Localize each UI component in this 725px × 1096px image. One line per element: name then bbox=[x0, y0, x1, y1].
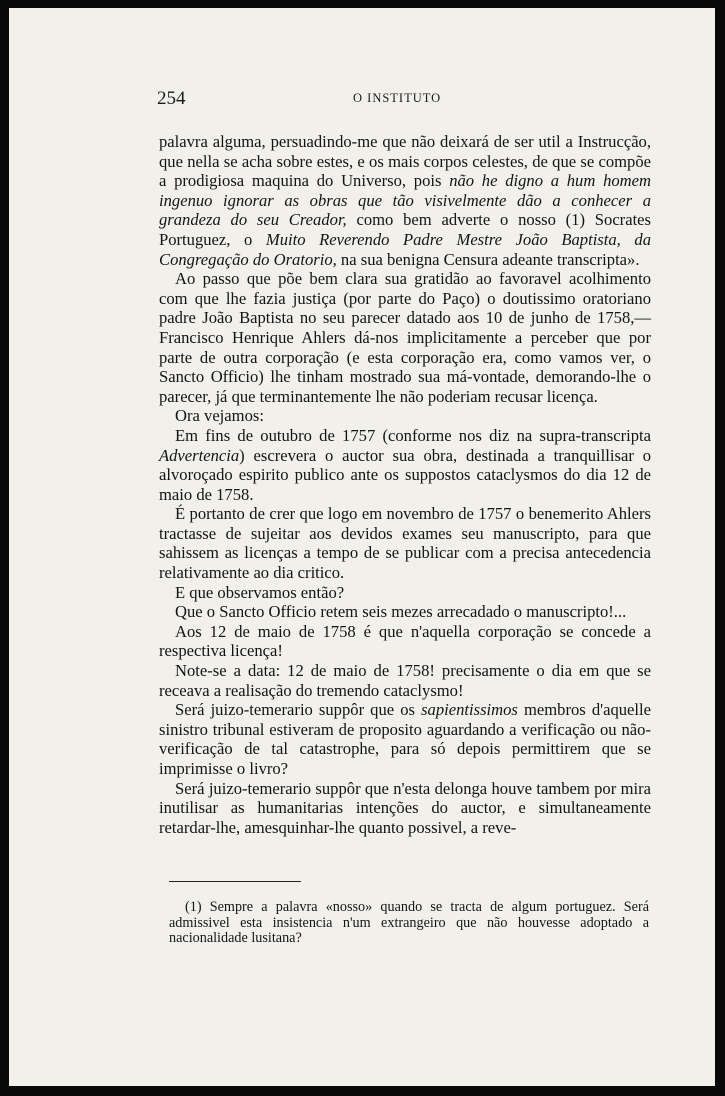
paragraph-10-text-b: membros d'aquelle sinistro tribunal estiveram de proposito aguardando a verificação ou não-verificação de tal catastrophe, para só depois permittirem que se imprimisse o livro? bbox=[159, 700, 652, 778]
paragraph-4-italic: Advertencia bbox=[159, 445, 240, 465]
paragraph-1 bbox=[159, 132, 651, 269]
paragraph-8: Aos 12 de maio de 1758 é que n'aquella corporação se concede a respectiva licença! bbox=[159, 621, 651, 661]
paragraph-3: Ora vejamos: bbox=[175, 406, 264, 426]
paragraph-10-text-a: Será juizo-temerario suppôr que os bbox=[175, 700, 422, 720]
footnote-text: (1) Sempre a palavra «nosso» quando se tracta de algum portuguez. Será admissivel esta insistencia n'um extrangeiro que não houvesse adoptado a nacionalidade lusitana? bbox=[169, 899, 649, 947]
paragraph-1-text-b: como bem adverte o nosso (1) Socrates Portuguez, o bbox=[159, 210, 652, 249]
paragraph-2: Ao passo que põe bem clara sua gratidão ao favoravel acolhimento com que lhe fazia justiça (por parte do Paço) o doutissimo oratoriano padre João Baptista no seu parecer datado aos 10 de junho de 1758,—Francisco Henrique Ahlers dá-nos implicitamente a perceber que por parte de outra corporação (e esta corporação era, como vamos ver, o Sancto Officio) lhe tinham mostrado sua má-vontade, demorando-lhe o parecer, já que terminantemente lhe não poderiam recusar licença. bbox=[159, 269, 651, 406]
paragraph-4-text-b: ) escrevera o auctor sua obra, destinada a tranquillisar o alvoroçado espirito publico ante os suppostos cataclysmos do dia 12 de maio de 1758. bbox=[159, 445, 651, 504]
page-number: 254 bbox=[157, 88, 186, 109]
paragraph-1-italic-a: não he digno a hum homem ingenuo ignorar as obras que tão visivelmente dão a conhecer a grandeza do seu Creador, bbox=[159, 171, 651, 230]
paragraph-5: É portanto de crer que logo em novembro de 1757 o benemerito Ahlers tractasse de sujeitar aos devidos exames seu manuscripto, para que sahissem as licenças a tempo de se publicar com a precisa antecedencia relativamente ao dia critico. bbox=[159, 504, 651, 583]
paragraph-1-text-c: na sua benigna Censura adeante transcripta». bbox=[336, 249, 640, 269]
paragraph-1-text-a: palavra alguma, persuadindo-me que não deixará de ser util a Instrucção, que nella se acha sobre estes, e os mais corpos celestes, de que se compõe a prodigiosa maquina do Universo, pois bbox=[159, 132, 651, 191]
paragraph-11: Será juizo-temerario suppôr que n'esta delonga houve tambem por mira inutilisar as humanitarias intenções do auctor, e simultaneamente retardar-lhe, amesquinhar-lhe quanto possivel, a reve- bbox=[159, 778, 651, 837]
footnote-divider bbox=[169, 881, 301, 882]
paragraph-4-text-a: Em fins de outubro de 1757 (conforme nos diz na supra-transcripta bbox=[175, 425, 651, 445]
paragraph-9: Note-se a data: 12 de maio de 1758! precisamente o dia em que se receava a realisação do tremendo cataclysmo! bbox=[159, 661, 651, 700]
paragraph-10 bbox=[159, 700, 651, 778]
paragraph-10-italic: sapientissimos bbox=[421, 700, 518, 720]
footnote bbox=[169, 900, 649, 947]
document-page bbox=[9, 8, 715, 1086]
running-head bbox=[157, 88, 457, 112]
body-text bbox=[159, 132, 651, 837]
paragraph-1-italic-b: Muito Reverendo Padre Mestre João Baptista, da Congregação do Oratorio, bbox=[159, 229, 651, 269]
paragraph-4 bbox=[159, 426, 651, 504]
journal-title: O INSTITUTO bbox=[353, 91, 442, 105]
paragraph-6: E que observamos então? bbox=[175, 582, 345, 602]
paragraph-7: Que o Sancto Officio retem seis mezes arrecadado o manuscripto!... bbox=[175, 602, 627, 622]
